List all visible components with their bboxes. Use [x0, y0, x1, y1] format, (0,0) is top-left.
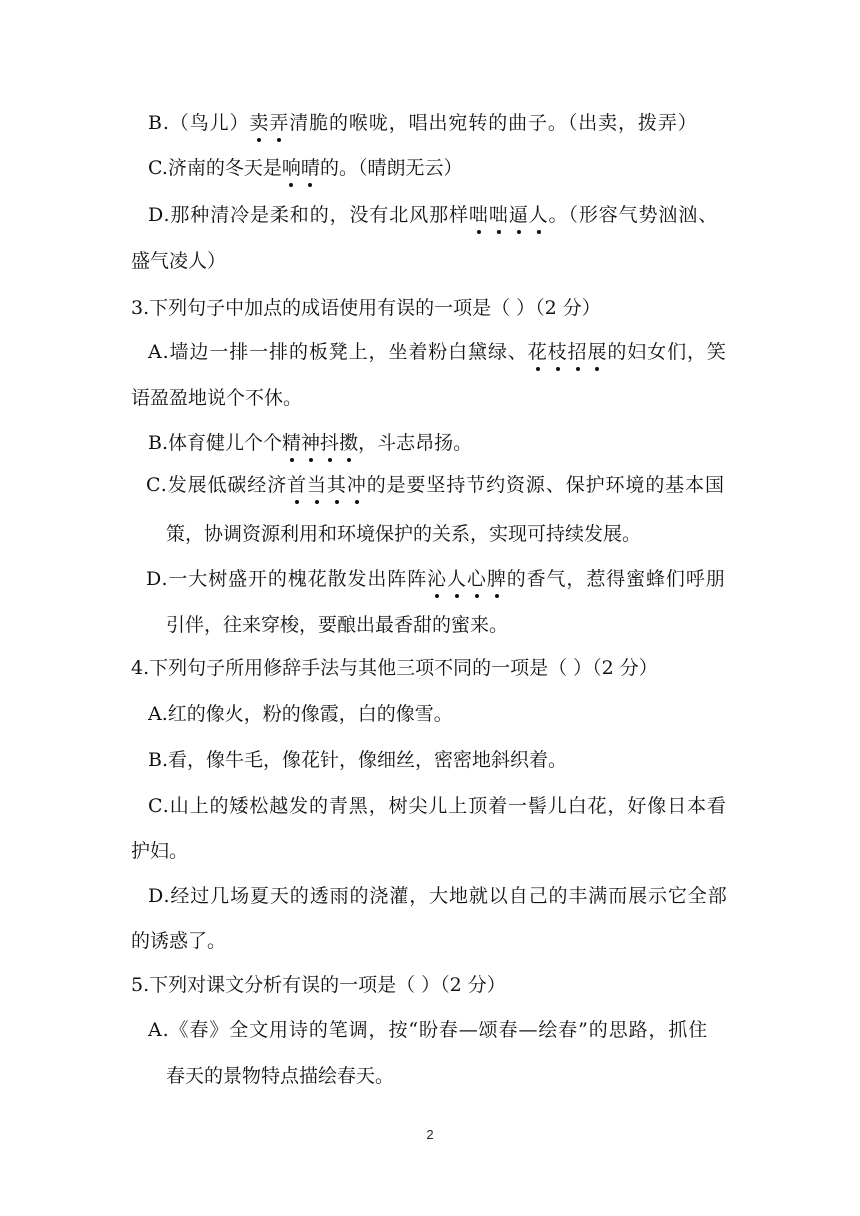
text-segment: 的。（晴朗无云） [319, 157, 463, 179]
text-segment: C.山上的矮松越发的青黑，树尖儿上顶着一髻儿白花，好像日本看 [148, 795, 727, 817]
text-segment: B.体育健儿个个 [148, 432, 283, 454]
text-segment: 5.下列对课文分析有误的一项是（ ）（2 分） [131, 974, 506, 996]
text-segment: 。（形容气势汹汹、 [548, 204, 719, 226]
text-segment: 语盈盈地说个不休。 [131, 387, 303, 409]
question-4-stem [131, 656, 658, 680]
text-segment: A.墙边一排一排的板凳上，坐着粉白黛绿、 [148, 341, 528, 363]
emphasis-dot-char: 响 [281, 157, 301, 179]
emphasis-dot-char: 枝 [547, 341, 568, 363]
question-3-stem [131, 296, 601, 320]
emphasis-dot-char: 卖 [249, 112, 270, 134]
emphasis-dot-char: 弄 [269, 112, 290, 134]
q5-option-a-continuation [166, 1064, 394, 1088]
emphasis-dot-char: 逼 [508, 204, 529, 226]
q4-option-a-line [148, 702, 453, 726]
emphasis-dot-char: 晴 [300, 157, 320, 179]
emphasis-dot-char: 擞 [339, 432, 359, 454]
emphasis-dot-char: 招 [567, 341, 588, 363]
emphasis-dot-char: 神 [301, 432, 321, 454]
emphasis-dot-char: 精 [282, 432, 302, 454]
option-d-line [148, 203, 718, 227]
text-segment: 的诱惑了。 [131, 930, 227, 952]
text-segment: 的是要坚持节约资源、保护环境的基本国 [366, 474, 725, 496]
text-segment: D.经过几场夏天的透雨的浇灌，大地就以自己的丰满而展示它全部 [148, 885, 728, 907]
emphasis-dot-char: 咄 [488, 204, 509, 226]
emphasis-dot-char: 首 [287, 474, 308, 496]
text-segment: D.那种清冷是柔和的，没有北风那样 [148, 204, 469, 226]
text-segment: D.一大树盛开的槐花散发出阵阵 [146, 568, 428, 590]
text-segment: 清脆的喉咙，唱出宛转的曲子。（出卖，拨弄） [289, 112, 698, 134]
question-5-stem [131, 973, 506, 997]
text-segment: 的香气，惹得蜜蜂们呼朋 [506, 568, 726, 590]
emphasis-dot-char: 展 [587, 341, 608, 363]
option-b-line [148, 111, 698, 135]
text-segment: 策，协调资源利用和环境保护的关系，实现可持续发展。 [166, 523, 642, 545]
emphasis-dot-char: 脾 [486, 568, 507, 590]
emphasis-dot-char: 沁 [427, 568, 448, 590]
emphasis-dot-char: 当 [307, 474, 327, 496]
emphasis-dot-char: 人 [528, 204, 549, 226]
emphasis-dot-char: 人 [447, 568, 467, 590]
q3-option-c-line [146, 473, 725, 497]
page-number: 2 [426, 1127, 434, 1142]
emphasis-dot-char: 冲 [346, 474, 367, 496]
text-segment: 的妇女们，笑 [607, 341, 727, 363]
text-segment: A.《春》全文用诗的笔调，按“盼春—颂春—绘春”的思路，抓住 [148, 1019, 709, 1041]
text-segment: 护妇。 [131, 840, 189, 862]
q3-option-d-line [146, 567, 726, 591]
text-segment: A.红的像火，粉的像霞，白的像雪。 [148, 703, 453, 725]
emphasis-dot-char: 抖 [320, 432, 340, 454]
q4-option-c-continuation [131, 839, 188, 863]
text-segment: C.济南的冬天是 [148, 157, 282, 179]
text-segment: 春天的景物特点描绘春天。 [166, 1065, 395, 1087]
q3-option-b-line [148, 431, 472, 455]
emphasis-dot-char: 咄 [468, 204, 489, 226]
text-segment: 4.下列句子所用修辞手法与其他三项不同的一项是（ ）（2 分） [131, 657, 658, 679]
text-segment: B.看，像牛毛，像花针，像细丝，密密地斜织着。 [148, 749, 568, 771]
q3-option-d-continuation [166, 613, 508, 637]
text-segment: C.发展低碳经济 [146, 474, 288, 496]
q4-option-c-line [148, 794, 727, 818]
q4-option-d-continuation [131, 929, 226, 953]
text-segment: ，斗志昂扬。 [358, 432, 473, 454]
emphasis-dot-char: 花 [527, 341, 548, 363]
text-segment: B.（鸟儿） [148, 112, 250, 134]
text-segment: 引伴，往来穿梭，要酿出最香甜的蜜来。 [166, 614, 509, 636]
emphasis-dot-char: 其 [326, 474, 347, 496]
option-d-continuation [131, 249, 226, 273]
q4-option-b-line [148, 748, 567, 772]
emphasis-dot-char: 心 [466, 568, 487, 590]
q3-option-a-line [148, 340, 727, 364]
q3-option-a-continuation [131, 386, 302, 410]
q4-option-d-line [148, 884, 728, 908]
text-segment: 盛气凌人） [131, 250, 227, 272]
q3-option-c-continuation [166, 522, 641, 546]
text-segment: 3.下列句子中加点的成语使用有误的一项是（ ）（2 分） [131, 297, 601, 319]
option-c-line [148, 156, 462, 180]
q5-option-a-line [148, 1018, 708, 1042]
